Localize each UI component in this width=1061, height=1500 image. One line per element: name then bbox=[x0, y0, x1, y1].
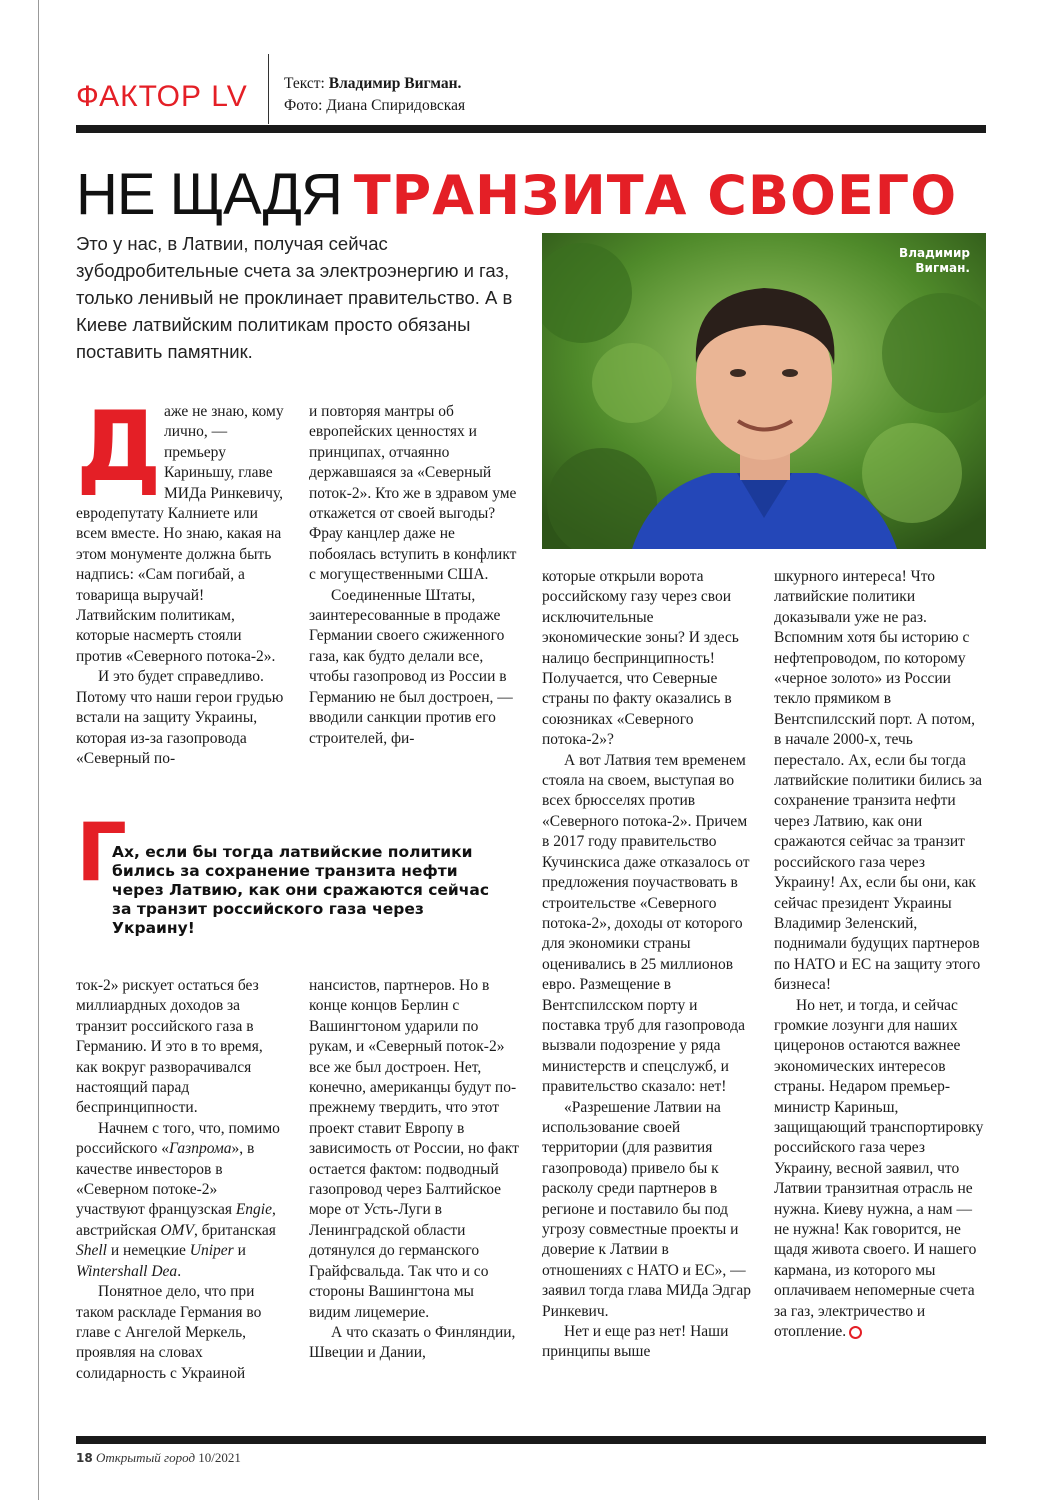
paragraph: А что сказать о Финляндии, Швеции и Дании, bbox=[309, 1323, 516, 1362]
company-name: Wintershall Dea bbox=[76, 1262, 178, 1280]
lead-paragraph: Это у нас, в Латвии, получая сейчас зубодробительные счета за электроэнергию и газ, только ленивый не проклинает правительство. А в Киеве латвийским политикам просто обязаны поставить памятник. bbox=[76, 233, 513, 362]
footer bbox=[76, 1450, 241, 1466]
issue-number: 10/2021 bbox=[198, 1450, 241, 1465]
company-name: Uniper bbox=[189, 1242, 234, 1260]
bottom-rule bbox=[76, 1436, 986, 1444]
portrait-image bbox=[542, 233, 986, 549]
paragraph: Нет и еще раз нет! Наши принципы выше bbox=[542, 1323, 729, 1361]
end-mark-icon bbox=[849, 1326, 862, 1339]
paragraph: и повторяя мантры об европейских ценностях и принципах, отчаянно державшаяся за «Северный поток-2». Кто же в здравом уме откажется от своей выгоды? Фрау канцлер даже не побоялась вступить в конфликт с могущественными США. bbox=[309, 403, 517, 584]
paragraph: И это будет справедливо. Потому что наши герои грудью встали на защиту Украины, которая из-за газопровода «Северный по- bbox=[76, 668, 284, 767]
company-name: OMV bbox=[160, 1221, 194, 1239]
paragraph: которые открыли ворота российскому газу через свои исключительные экономические зоны? И здесь налицо беспринципность! Получается, что Северные страны по факту оказались в союзниках «Северного потока-2»? bbox=[542, 568, 739, 749]
column-1-bottom bbox=[76, 976, 286, 1384]
paragraph: А вот Латвия тем временем стояла на своем, выступая во всех брюсселях против «Северного потока-2». Причем в 2017 году правительство Кучинскиса даже отказалось от предложения поучаствовать в строительстве «Северного потока-2», доходы от которого для экономики страны оценивались в 25 миллионов евро. Размещение в Вентспилсском порту и поставка труб для газопровода вызвали подозрение у ряда министерств и спецслужб, и правительство сказало: нет! bbox=[542, 751, 750, 1096]
pull-quote-initial: Г bbox=[76, 806, 127, 899]
paragraph: «Разрешение Латвии на использование своей территории (для развития газопровода) привело бы к расколу среди партнеров в регионе и поставило бы под угрозу совместные проекты и доверие к Латвии в отношениях с НАТО и ЕС», — заявил тогда глава МИДа Эдгар Ринкевич. bbox=[542, 1098, 751, 1320]
paragraph: шкурного интереса! Что латвийские политики доказывали уже не раз. Вспомним хотя бы историю с нефтепроводом, по которому «черное золото» из России текло прямиком в Вентспилсский порт. А потом, в начале 2000-х, течь перестало. Ах, если бы тогда латвийские политики бились за сохранение транзита нефти через Латвию, как они сражаются сейчас за транзит российского газа через Украину! Ах, если бы они, как сейчас президент Украины Владимир Зеленский, поднимали будущих партнеров по НАТО и ЕС на защиту этого бизнеса! bbox=[774, 568, 983, 994]
photo-credit: Фото: Диана Спиридовская bbox=[284, 97, 466, 114]
company-name: Shell bbox=[76, 1242, 107, 1260]
paragraph: нансистов, партнеров. Но в конце концов Берлин с Вашингтоном ударили по рукам, и «Северный поток-2» все же был достроен. Нет, конечно, американцы будут по-прежнему твердить, что этот проект ставит Европу в зависимость от России, но факт остается фактом: подводный газопровод через Балтийское море от Усть-Луги в Ленинградской области дотянулся до германского Грайфсвальда. Так что и со стороны Вашингтона мы видим лицемерие. bbox=[309, 977, 519, 1321]
paragraph: аже не знаю, кому лично, — премьеру Кариньшу, главе МИДа Ринкевичу, евродепутату Калниете или всем вместе. Но знаю, какая на этом монументе должна быть надпись: «Сам погибай, а товарища выручай! Латвийским политикам, которые насмерть стояли против «Северного потока-2». bbox=[76, 403, 284, 665]
column-1-top bbox=[76, 391, 286, 769]
text-run: », в качестве инвесторов в «Северном потоке-2» участвуют французская bbox=[76, 1140, 255, 1219]
photo-caption: Владимир Вигман. bbox=[899, 246, 970, 275]
text-run: , британская bbox=[193, 1221, 276, 1239]
headline-bold: ТРАНЗИТА СВОЕГО bbox=[353, 164, 958, 227]
text-run: Начнем с того, что, помимо российского « bbox=[76, 1119, 280, 1158]
company-name: Газпрома bbox=[168, 1140, 232, 1158]
column-3 bbox=[542, 567, 752, 1363]
company-name: Engie bbox=[235, 1201, 272, 1219]
magazine-name: Открытый город bbox=[95, 1450, 196, 1465]
author-name: Владимир Вигман. bbox=[328, 75, 462, 92]
pull-quote: Ах, если бы тогда латвийские политики бились за сохранение транзита нефти через Латвию, как они сражаются сейчас за транзит российского газа через Украину! bbox=[112, 843, 490, 937]
paragraph: Понятное дело, что при таком раскладе Германия во главе с Ангелой Меркель, проявляя на словах солидарность с Украиной bbox=[76, 1283, 262, 1382]
column-2-top bbox=[309, 402, 519, 749]
column-4 bbox=[774, 567, 986, 1342]
text-label: Текст: bbox=[284, 75, 329, 92]
paragraph: Соединенные Штаты, заинтересованные в продаже Германии своего сжиженного газа, как будто делали все, чтобы газопровод из России в Германию не был достроен, — вводили санкции против его строителей, фи- bbox=[309, 586, 513, 747]
paragraph bbox=[76, 1119, 286, 1282]
author-photo bbox=[542, 233, 986, 549]
text-run: . bbox=[177, 1262, 182, 1280]
text-run: и немецкие bbox=[107, 1242, 190, 1260]
column-2-bottom bbox=[309, 976, 519, 1364]
drop-cap: Д bbox=[76, 391, 162, 503]
margin-rule bbox=[38, 0, 39, 1500]
text-run: и bbox=[233, 1242, 246, 1260]
header-divider bbox=[268, 54, 269, 124]
headline bbox=[76, 160, 957, 231]
top-rule bbox=[76, 125, 986, 133]
rubric-label: ФАКТОР LV bbox=[76, 80, 248, 113]
text-run: , австрийская bbox=[76, 1201, 276, 1239]
paragraph bbox=[774, 996, 986, 1343]
text-run: Но нет, и тогда, и сейчас громкие лозунги для наших цицеронов остаются важнее экономических интересов страны. Недаром премьер-министр Кариньш, защищающий транспортировку российского газа через Украину, весной заявил, что Латвии транзитная отрасль не нужна. Киеву нужна, а нам — не нужна! Как говорится, не щадя живота своего. И нашего кармана, из которого мы оплачиваем непомерные счета за газ, электричество и отопление. bbox=[774, 996, 984, 1341]
paragraph: ток-2» рискует остаться без миллиардных доходов за транзит российского газа в Германию. И это в то время, как вокруг разворачивался настоящий парад беспринципности. bbox=[76, 977, 263, 1117]
credits bbox=[284, 73, 465, 117]
headline-thin: НЕ ЩАДЯ bbox=[76, 162, 342, 227]
page-number: 18 bbox=[76, 1451, 93, 1465]
